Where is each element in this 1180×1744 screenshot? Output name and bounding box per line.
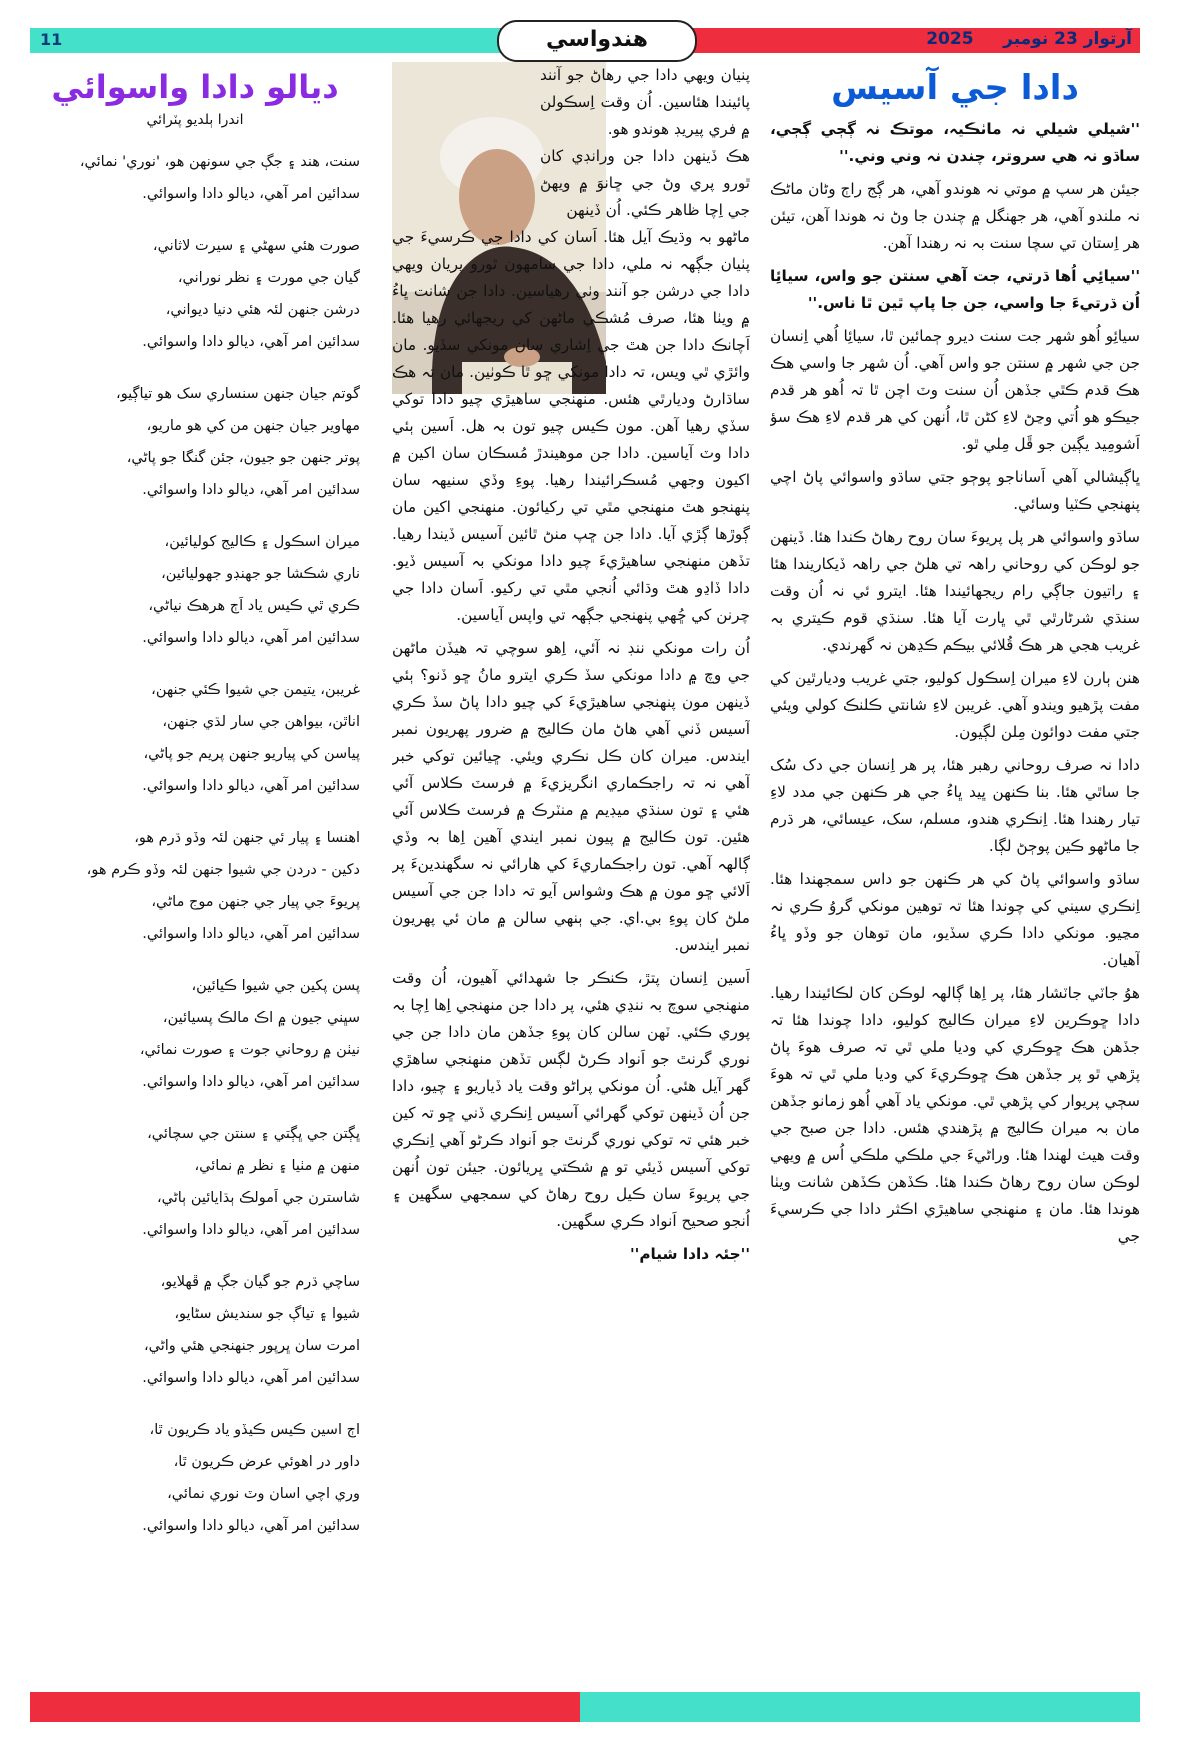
poem-line: سدائين امر آهي، ديالو دادا واسوائي. <box>142 778 360 794</box>
poem-line: سدائين امر آهي، ديالو دادا واسوائي. <box>142 630 360 646</box>
article-paragraph: ''شيلي شيلي نہ ماٺڪيہ، موتڪ نہ ڳڄي ڳڄي، ساڌو نہ هي سروتر، چندن نہ وني وني.'' <box>770 120 1140 165</box>
poem-line: پسن پکين جي شيوا ڪيائين، <box>191 978 360 994</box>
poem-line: درشن جنهن لئہ هئي دنيا ديواني، <box>165 302 360 318</box>
poem-line: ميران اسڪول ۽ ڪاليج کوليائين، <box>164 534 360 550</box>
issue-date-year: 2025 <box>926 29 974 49</box>
poem-stanza <box>30 674 360 802</box>
poem-title: ديالو دادا واسوائي <box>51 68 339 106</box>
poem-author: اندرا ٻلديو پٽرائي <box>146 112 244 128</box>
issue-date <box>926 29 1132 49</box>
poem-line: پياسن کي پياريو جنهن پريم جو پاڻي، <box>143 746 360 762</box>
article-paragraph: هوُ جاٽي جاٽشار هئا، پر اِها ڳالهہ لوڪن کان لڪائيندا رهيا. دادا ڇوڪرين لاءِ ميران ڪاليج کوليو، دادا چوندا هئا تہ جڏهن هڪ ڇوڪري کي وديا ملي ٿي تہ صرف هوءَ پاڻ پڙهي ٿو پر جڏهن هڪ ڇوڪريءَ کي وديا ملي ٿي تہ هوءَ سڄي پريوار کي پڙهي ٿي. مونکي ياد آهي اُهو زمانو جڏهن مان بہ ميران ڪاليج ۾ پڙهندي هئس. دادا جن صبح جي وقت هيٺ لهندا هئا. وراڻيءَ جي ملڪي ملڪي اُس ۾ ويهي لوڪن سان روح رهاڻ ڪندا هئا. ڪڏهن ڪڏهن شانت ويٺا هوندا هئا. مان ۽ منهنجي ساهيڙي اڪثر دادا جي ڪرسيءَ جي <box>770 984 1140 1245</box>
poem-stanza <box>30 970 360 1098</box>
poem-line: گوتم جيان جنهن سنساري سک هو تياڳيو، <box>116 386 360 402</box>
poem-line: پوتر جنهن جو جيون، جئن گنگا جو پاڻي، <box>126 450 360 466</box>
poem-line: اڄ اسين ڪيس ڪيڏو ياد ڪريون ٿا، <box>149 1422 360 1438</box>
article-paragraph: هنن ٻارن لاءِ ميران اِسڪول کوليو، جتي غريب وديارٿين کي مفت پڙهيو ويندو آهي. غريبن لاءِ شانتي ڪلنڪ کولي ويئي جتي مفت دوائون مِلن لڳيون. <box>770 669 1140 741</box>
footer-bar <box>30 1692 1140 1722</box>
article-paragraph: دادا نہ صرف روحاني رهبر هئا، پر هر اِنسان جي دک سُک جا ساٿي هئا. بنا ڪنهن ڀيد ڀاءُ جي هر ڪنهن جي مدد لاءِ تيار رهندا هئا. اِنڪري هندو، مسلم، سک، عيسائي، هر ڌرم جا ماڻهو ڪين پوڄڻ لڳا. <box>770 756 1140 855</box>
article-paragraph: هڪ ڏينهن دادا جن ورانڊي کان ٿورو پري وڻ جي ڇانوَ ۾ ويهڻ جي اِچا ظاهر ڪئي. اُن ڏينهن <box>540 147 750 219</box>
poem-line: سنت، هند ۽ جڳ جي سونهن هو، 'نوري' نمائي، <box>79 154 360 170</box>
poem-line: ڪري ٿي ڪيس ياد اَڄ هرهڪ نياڻي، <box>148 598 360 614</box>
article-paragraph: ساڌو واسوائي هر پل پريوءَ سان روح رهاڻ ڪندا هئا. ڏينهن جو لوڪن کي روحاني راهہ تي هلڻ جي راهہ ڏيکاريندا هئا ۽ راتيون جاڳي رام ريجهائيندا هئا. ايترو ئي نہ اُن وقت سنڌي شرڻارٿي ٿي ڀارت آيا هئا. سنڌي قوم ڪيتري بہ غريب هجي هر هڪ قُلائي بيڪم ڪڍهن نہ گهرندي. <box>770 528 1140 654</box>
poem-line: امرت سان ڀرپور جنهنجي هئي واڻي، <box>143 1338 360 1354</box>
poem-line: منهن ۾ مٺيا ۽ نظر ۾ نمائي، <box>194 1158 360 1174</box>
poem-line: پريوءَ جي پيار جي جنهن موج ماڻي، <box>151 894 360 910</box>
poem-line: اهنسا ۽ پيار ئي جنهن لئہ وڏو ڌرم هو، <box>134 830 360 846</box>
article-paragraph: ماڻهو بہ وڌيڪ آيل هئا. اَسان کي دادا جي ڪرسيءَ جي پٺيان جڳهہ نہ ملي، دادا جي سامهون ٿورو پريان ويهي دادا جي درشن جو آنند وٺي رهياسين. دادا جن شانت ڀاءُ ۾ ويٺا هئا، صرف مُشڪي ماڻهن کي ريجهائي رهيا هئا. اَچانڪ دادا جن هٿ جي اِشاري سان مونکي سڏيو. مان وائڙي ٿي ويس، تہ دادا مونکي ڇو ٿا ڪوٺين. مان تہ هڪ ساڌارڻ وديارٿي هئس. منهنجي ساهيڙي چيو دادا توکي سڏي رهيا آهن. مون ڪيس چيو تون بہ هل. اَسين ٻئي دادا وٽ آياسين. دادا جن موهيندڙ مُسڪان سان اکين ۾ اکيون وجهي مُسڪرائيندا رهيا. پوءِ وڏي سنيهہ سان پنهنجو هٿ منهنجي مٿي تي رکيائون. منهنجي اکين مان ڳوڙها ڳڙي آيا. دادا جن ڇپ منڻ ٿائين آسيس ڏيندا رهيا. تڏهن منهنجي ساهيڙيءَ چيو دادا مونکي بہ آسيس ڏيو. دادا ڏاڍو هٿ وڌائي اُنجي مٿي تي رکيو. اَسان دادا جي چرنن کي ڇُهي پنهنجي جڳهہ تي واپس آياسين. <box>392 228 750 624</box>
article-signoff: ''جئہ دادا شيام'' <box>629 1245 750 1263</box>
poem-line: صورت هئي سهڻي ۽ سيرت لاثاني، <box>152 238 360 254</box>
poem-line: ساچي ڌرم جو گيان جڳ ۾ ڦهلايو، <box>160 1274 360 1290</box>
article-paragraph: ڀاڳيشالي آهي اَساناجو پوڄو جتي ساڌو واسوائي پاڻ اچي پنهنجي ڪٽيا وسائي. <box>770 468 1140 513</box>
article-paragraph: جيئن هر سپ ۾ موتي نہ هوندو آهي، هر ڳج راڄ وڻان ماڻڪ نہ ملندو آهي، هر جهنگل ۾ چندن جا وڻ نہ هوندا آهن، تيئن هر اِستان تي سچا سنت بہ نہ رهندا آهن. <box>770 180 1140 252</box>
article-title: دادا جي آسيس <box>831 68 1079 108</box>
page-number: 11 <box>40 30 63 49</box>
poem-stanza <box>30 230 360 358</box>
article-paragraph: سيائِو اُهو شهر جت سنت ديرو ڄمائين ٿا، سيائِا اُهي اِنسان جن جي شهر ۾ سنتن جو واس آهي. اُن شهر جا واسي هڪ هڪ قدم ڪٿي جڏهن اُن سنت وٽ اچن ٿا تہ اُهو هر قدم جيڪو هو اُتي وڃڻ لاءِ کڻن ٿا، اُنهن کي هر قدم لاءِ هڪ سؤ اَشومِيد يڳين جو ڦَل مِلي ٿو. <box>770 327 1140 453</box>
poem-line: سدائين امر آهي، ديالو دادا واسوائي. <box>142 1370 360 1386</box>
poem-line: شاسترن جي اَمولڪ ٻڌايائين ٻاڻي، <box>156 1190 360 1206</box>
poem-line: وري اچي اسان وٽ نوري نمائي، <box>167 1486 360 1502</box>
masthead-logo: هندواسي <box>497 20 697 62</box>
article-column-right <box>770 62 1140 1612</box>
poem-line: شيوا ۽ تياڳ جو سنديش سڻايو، <box>174 1306 360 1322</box>
article-paragraph: ساڌو واسوائي پاڻ کي هر ڪنهن جو داس سمجهندا هئا. اِنڪري سيني کي چوندا هئا تہ توهين مونکي گروُ ڪري نہ مڃيو. مونکي دادا ڪري سڏيو، مان توهان جو وڏو ڀاءُ آهيان. <box>770 870 1140 969</box>
poem-line: سڀني جيون ۾ اڪ مالڪ پسيائين، <box>162 1010 360 1026</box>
article-column-middle <box>392 62 750 1612</box>
poem-line: سدائين امر آهي، ديالو دادا واسوائي. <box>142 1222 360 1238</box>
poem-line: مهاوير جيان جنهن من کي هو ماريو، <box>146 418 360 434</box>
footer-red-band <box>30 1692 580 1722</box>
poem-line: سدائين امر آهي، ديالو دادا واسوائي. <box>142 482 360 498</box>
poem-stanza <box>30 1118 360 1246</box>
poem-stanza <box>30 146 360 210</box>
poem-line: ناري شڪشا جو جهنڊو جهوليائين، <box>161 566 360 582</box>
header-teal-band <box>30 28 500 53</box>
poem-line: سدائين امر آهي، ديالو دادا واسوائي. <box>142 1518 360 1534</box>
poem-line: داور در اهوئي عرض ڪريون ٿا، <box>173 1454 360 1470</box>
footer-teal-band <box>580 1692 1140 1722</box>
poem-line: غريبن، يتيمن جي شيوا ڪئي جنهن، <box>151 682 360 698</box>
poem-stanza <box>30 526 360 654</box>
article-paragraph: اَسين اِنسان پتڙ، ڪنڪر جا شهدائي آهيون، اُن وقت منهنجي سوچ بہ ننڍي هئي، پر دادا جن منهنجي اِها اِچا بہ پوري ڪئي. ٽهن سالن کان پوءِ جڏهن مان دادا جن جي نوري گرنٿ جو اَنواد ڪرڻ لڳس تڏهن منهنجي ساهڙي گهر آيل هئي. اُن مونکي پراڻو وقت ياد ڏياريو ۽ چيو، دادا جن اُن ڏينهن توکي گهرائي آسيس اِنڪري ڏني ڇو تہ کين خبر هئي تہ توکي نوري گرنٿ جو اَنواد ڪرڻو آهي اِنڪري توکي آسيس ڏيئي تو ۾ شڪتي ڀريائون. جيئن تون اُنهن جي پريوءَ سان ڪيل روح رهاڻ کي سمجهي سگهين ۽ اُنجو صحيح اَنواد ڪري سگهين. <box>392 969 750 1230</box>
poem-line: سدائين امر آهي، ديالو دادا واسوائي. <box>142 334 360 350</box>
poem-column <box>30 62 360 1612</box>
poem-stanzas <box>30 146 360 1542</box>
poem-stanza <box>30 822 360 950</box>
issue-date-text: آرتوار 23 نومبر <box>1003 29 1132 49</box>
poem-line: سدائين امر آهي، ديالو دادا واسوائي. <box>142 926 360 942</box>
article-paragraph: پنيان ويهي دادا جي رهاڻ جو آنند پائيندا هئاسين. اُن وقت اِسڪولن ۾ فري پيريڊ هوندو هو. <box>540 66 750 138</box>
poem-stanza <box>30 1414 360 1542</box>
article-paragraph: اُن رات مونکي ننڊ نہ آئي، اِهو سوچي تہ هيڏن ماڻهن جي وچ ۾ دادا مونکي سڏ ڪري ايترو مانُ ڇو ڏنو؟ ٻئي ڏينهن مون پنهنجي ساهيڙيءَ کي چيو دادا پاڻ سڏ ڪري آسيس ڏني آهي هاڻ مان ڪاليج ۾ ضرور پهريون نمبر ايندس. ميران کان ڪل نڪري ويئي. ڇيائين توکي خبر آهي نہ تہ راجڪماري انگريزيءَ ۾ فرسٽ ڪلاس آئي هئي ۽ تون سنڌي ميڊيم ۾ منٽرڪ ۾ فرسٽ ڪلاس آئي هئين. تون ڪاليج ۾ پيون نمبر ايندي آهين اِها بہ وڏي ڳالهہ آهي. تون راجڪماريءَ کي هارائي نہ سگهندينءَ پر اَلائي ڇو مون ۾ هڪ وشواس آيو تہ دادا جن جي آسيس ملڻ کان پوءِ بي.اي. جي ٻنهي سالن ۾ مان ئي پهريون نمبر ايندس. <box>392 639 750 954</box>
poem-line: گيان جي مورت ۽ نظر نوراني، <box>177 270 360 286</box>
poem-line: سدائين امر آهي، ديالو دادا واسوائي. <box>142 186 360 202</box>
poem-stanza <box>30 1266 360 1394</box>
article-paragraph: ''سيائِي اُها ڌرتي، جت آهي سنتن جو واس، سيائِا اُن ڌرتيءَ جا واسي، جن جا پاپ ٿين ٿا ناس.'' <box>770 267 1140 312</box>
poem-line: نيٺن ۾ روحاني جوت ۽ صورت نمائي، <box>139 1042 360 1058</box>
poem-line: سدائين امر آهي، ديالو دادا واسوائي. <box>142 1074 360 1090</box>
poem-line: اناٿن، بيواهن جي سار لڌي جنهن، <box>162 714 360 730</box>
poem-line: ڀڳتن جي ڀڳتي ۽ سنتن جي سچائي، <box>147 1126 360 1142</box>
poem-line: دکين - دردن جي شيوا جنهن لئہ وڏو ڪرم هو، <box>86 862 360 878</box>
poem-stanza <box>30 378 360 506</box>
